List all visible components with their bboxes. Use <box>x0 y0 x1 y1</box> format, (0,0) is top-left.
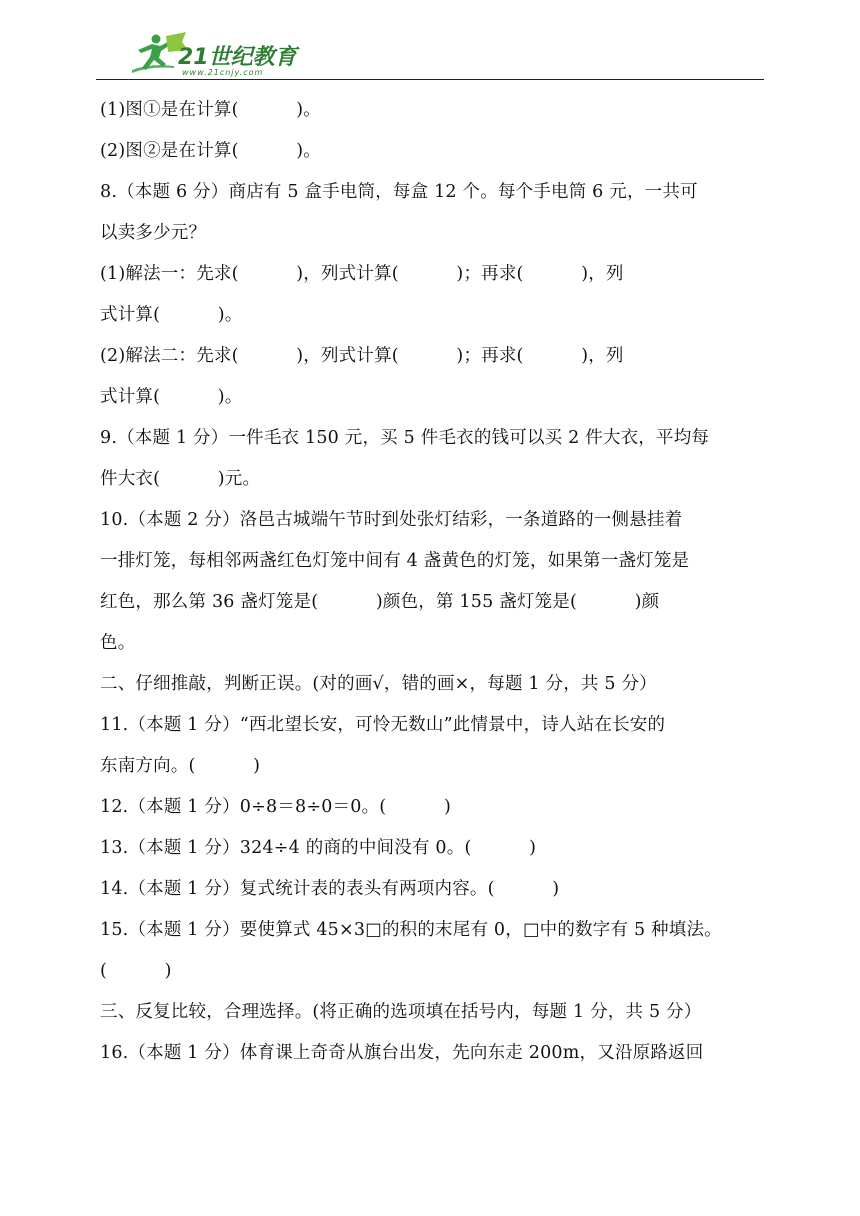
text-line-9: 9.（本题 1 分）一件毛衣 150 元，买 5 件毛衣的钱可以买 2 件大衣，平均每 <box>100 428 710 448</box>
text-line-5: (1)解法一：先求( )，列式计算( )；再求( )，列 <box>100 264 624 284</box>
text-line-13: 红色，那么第 36 盏灯笼是( )颜色，第 155 盏灯笼是( )颜 <box>100 592 660 612</box>
header-rule <box>96 79 764 80</box>
text-line-18: 12.（本题 1 分）0÷8＝8÷0＝0。( ) <box>100 797 451 817</box>
text-line-12: 一排灯笼，每相邻两盏红色灯笼中间有 4 盏黄色的灯笼，如果第一盏灯笼是 <box>100 551 690 571</box>
text-line-14: 色。 <box>100 633 136 653</box>
text-line-21: 15.（本题 1 分）要使算式 45×3□的积的末尾有 0，□中的数字有 5 种填法。 <box>100 920 722 940</box>
text-line-19: 13.（本题 1 分）324÷4 的商的中间没有 0。( ) <box>100 838 537 858</box>
text-line-6: 式计算( )。 <box>100 305 243 325</box>
logo-21cnjy <box>130 30 300 78</box>
text-line-2: (2)图②是在计算( )。 <box>100 141 321 161</box>
svg-text:21世纪教育: 21世纪教育 <box>178 45 297 70</box>
text-line-3: 8.（本题 6 分）商店有 5 盒手电筒，每盒 12 个。每个手电筒 6 元，一共可 <box>100 182 698 202</box>
page-header <box>96 28 764 80</box>
text-line-24: 16.（本题 1 分）体育课上奇奇从旗台出发，先向东走 200m，又沿原路返回 <box>100 1043 704 1063</box>
text-line-4: 以卖多少元？ <box>100 223 207 243</box>
text-line-22: ( ) <box>100 961 172 981</box>
text-line-17: 东南方向。( ) <box>100 756 261 776</box>
text-line-10: 件大衣( )元。 <box>100 469 261 489</box>
text-line-7: (2)解法二：先求( )，列式计算( )；再求( )，列 <box>100 346 624 366</box>
text-line-20: 14.（本题 1 分）复式统计表的表头有两项内容。( ) <box>100 879 560 899</box>
text-line-16: 11.（本题 1 分）“西北望长安，可怜无数山”此情景中，诗人站在长安的 <box>100 715 666 735</box>
text-line-1: (1)图①是在计算( )。 <box>100 100 321 120</box>
section-heading-2: 二、仔细推敲，判断正误。(对的画√，错的画×，每题 1 分，共 5 分） <box>100 674 657 694</box>
section-heading-3: 三、反复比较，合理选择。(将正确的选项填在括号内，每题 1 分，共 5 分） <box>100 1002 702 1022</box>
question-text <box>100 100 764 1084</box>
text-line-11: 10.（本题 2 分）洛邑古城端午节时到处张灯结彩，一条道路的一侧悬挂着 <box>100 510 683 530</box>
svg-text:www.21cnjy.com: www.21cnjy.com <box>182 68 264 77</box>
text-line-8: 式计算( )。 <box>100 387 243 407</box>
